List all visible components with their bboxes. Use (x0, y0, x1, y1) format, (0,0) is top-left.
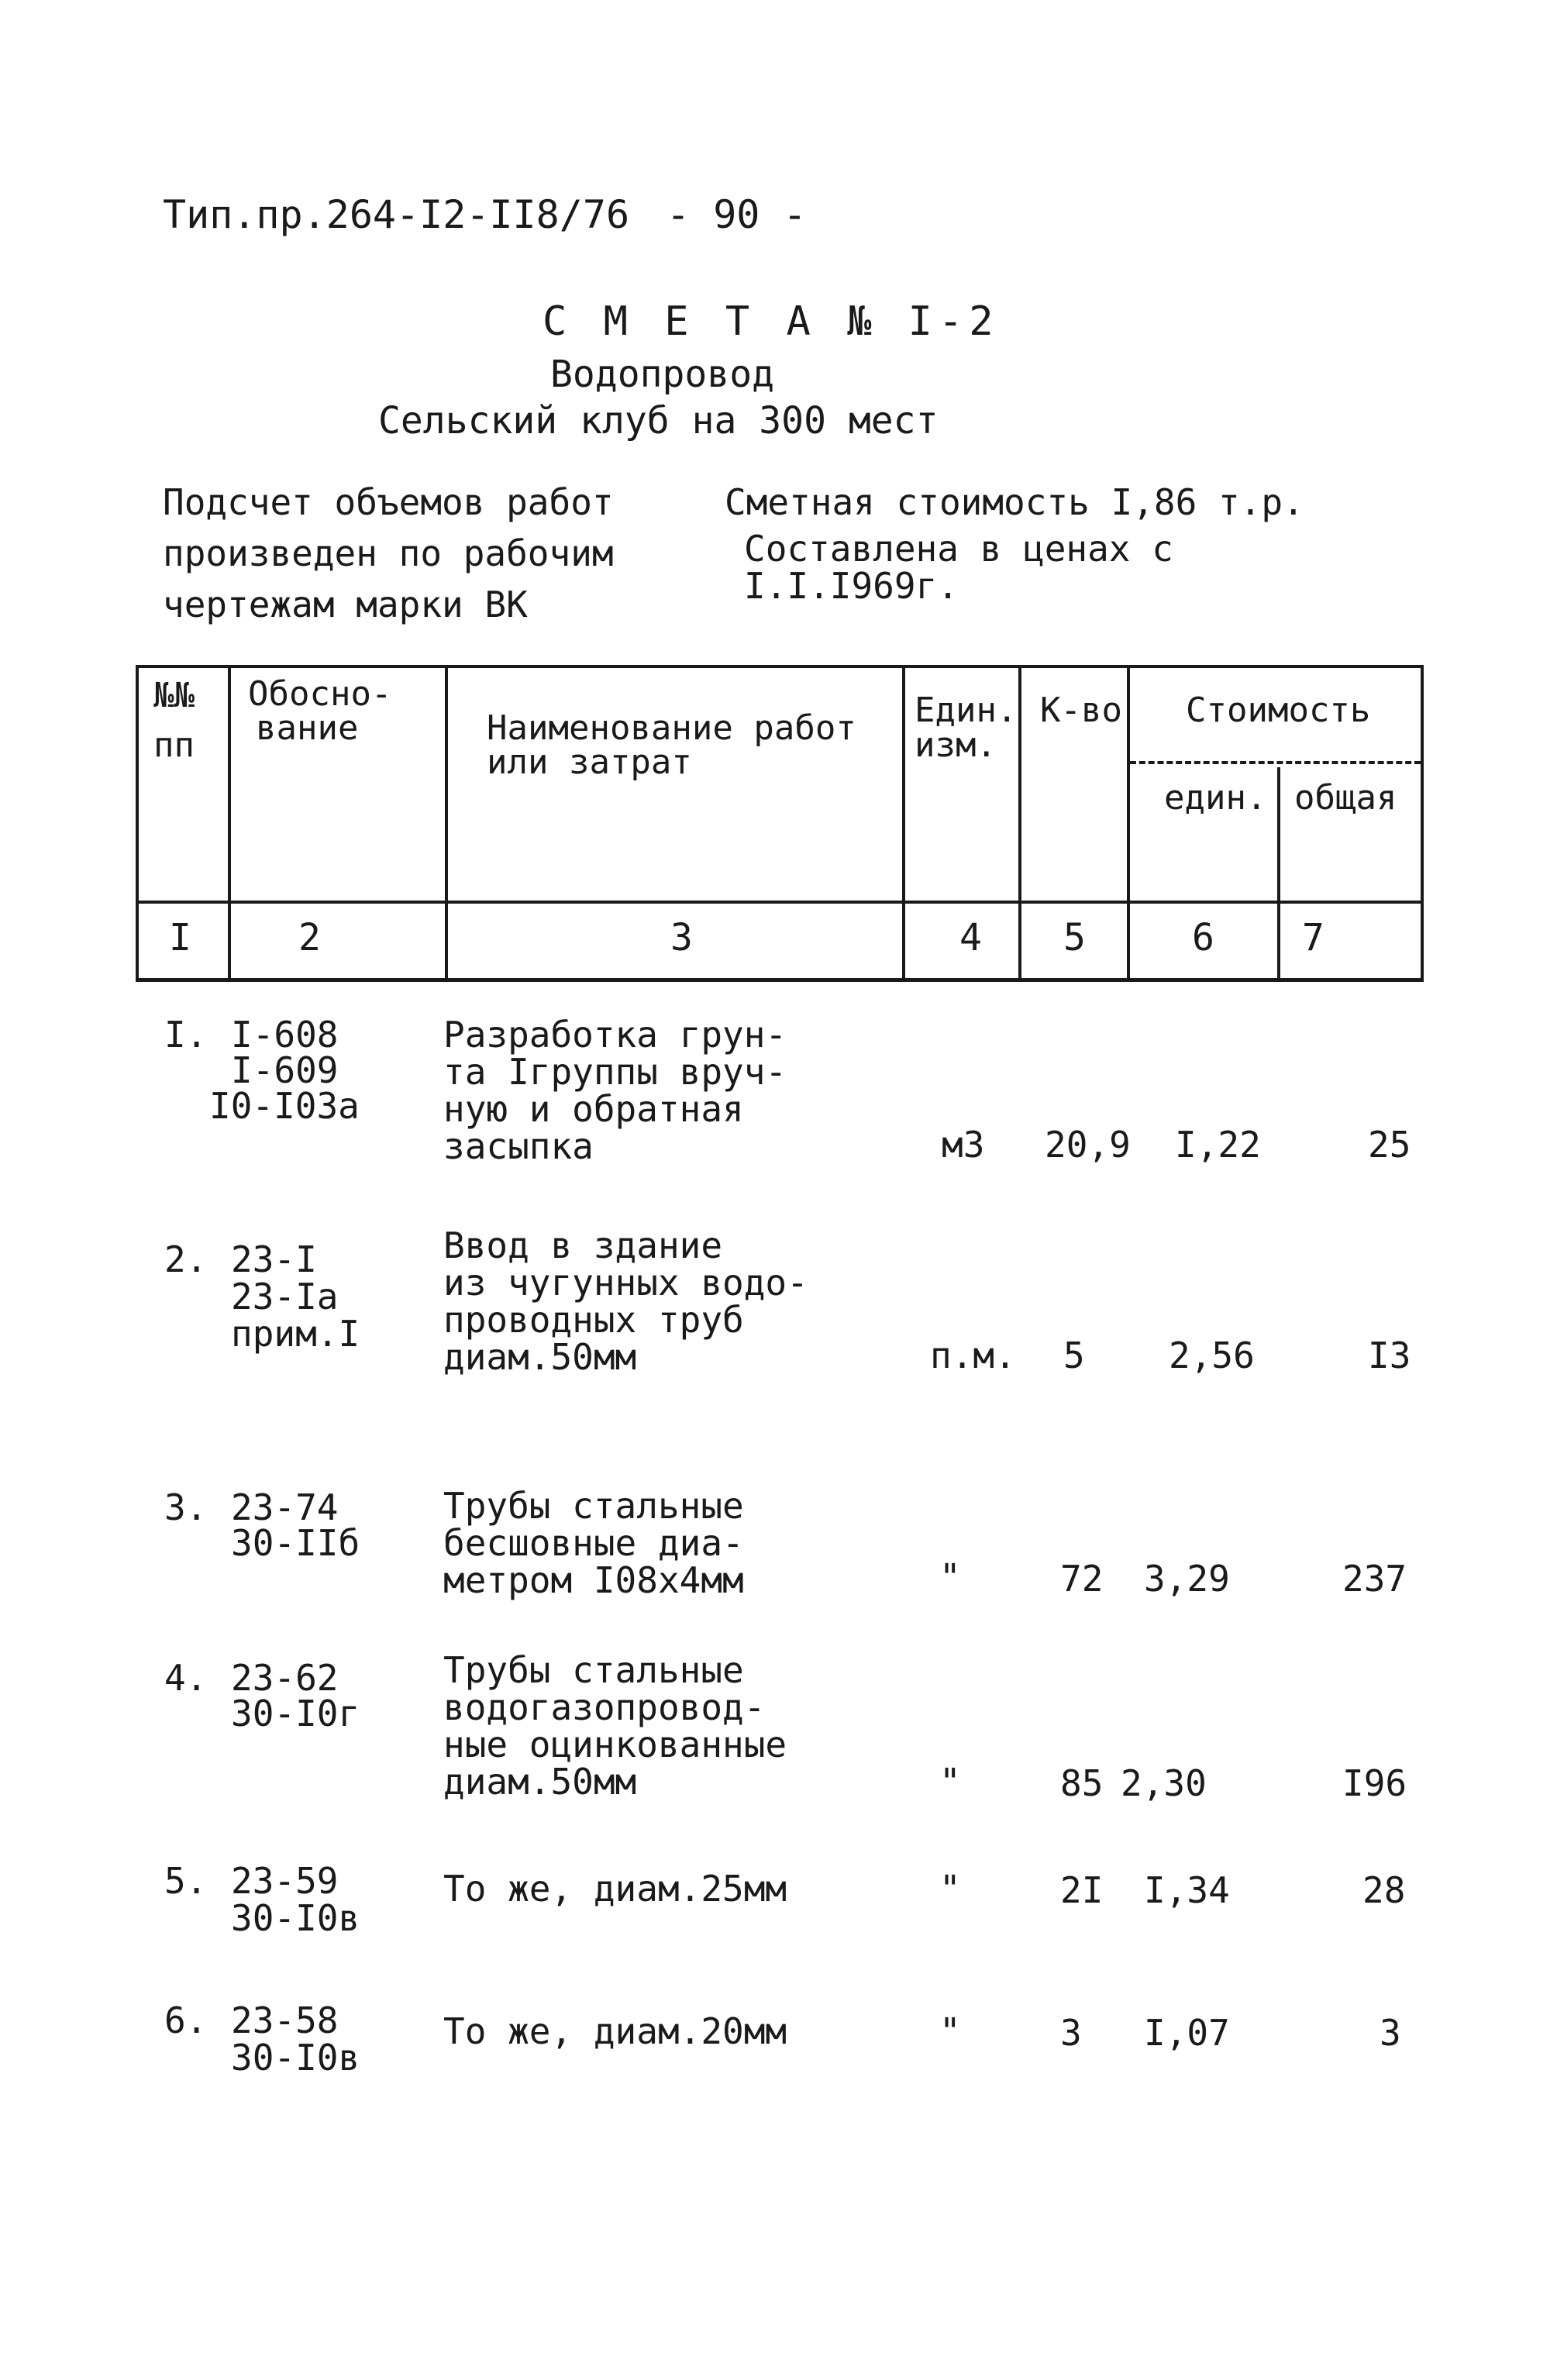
header-basis-line-2: вание (256, 708, 359, 748)
row-unit: м3 (942, 1124, 985, 1166)
row-name-2: водогазопровод- (443, 1686, 766, 1728)
row-basis-1: 23-I (231, 1238, 317, 1280)
column-number-1: I (169, 916, 191, 959)
row-number: I. (164, 1014, 208, 1056)
row-basis-2: I-609 (231, 1049, 339, 1091)
row-basis-3: I0-I03а (209, 1085, 360, 1127)
row-name-3: ные оцинкованные (443, 1724, 787, 1765)
row-name-4: диам.50мм (443, 1336, 637, 1378)
row-total-cost: 3 (1380, 2012, 1401, 2054)
header-num-line-1: №№ (153, 676, 195, 715)
left-note-line-1: Подсчет объемов работ (163, 481, 614, 523)
row-unit-price: 3,29 (1144, 1558, 1230, 1600)
header-cost: Стоимость (1186, 691, 1371, 730)
column-number-2: 2 (298, 916, 321, 959)
right-note-line-1: Сметная стоимость I,86 т.р. (725, 481, 1304, 523)
row-number: 5. (164, 1860, 208, 1902)
row-quantity: 2I (1060, 1869, 1104, 1911)
header-num-line-2: пп (153, 725, 195, 765)
row-name-4: диам.50мм (443, 1761, 637, 1803)
row-quantity: 85 (1060, 1762, 1104, 1804)
row-name-1: Разработка грун- (443, 1014, 787, 1056)
header-name-line-2: или затрат (487, 742, 692, 782)
row-unit: п.м. (930, 1335, 1016, 1376)
header-unit-line-2: изм. (915, 725, 997, 765)
row-name-3: проводных труб (443, 1299, 744, 1341)
document-title: С М Е Т А № I-2 (543, 298, 1000, 345)
header-quantity: К-во (1040, 691, 1122, 730)
row-name-4: засыпка (443, 1125, 594, 1167)
column-number-7: 7 (1302, 916, 1324, 959)
row-basis-1: 23-58 (231, 1999, 339, 2041)
row-unit-price: 2,30 (1121, 1762, 1207, 1804)
row-total-cost: I96 (1342, 1762, 1407, 1804)
row-basis-1: 23-59 (231, 1860, 339, 1902)
row-basis-2: 30-IIб (231, 1522, 360, 1564)
row-total-cost: 25 (1368, 1124, 1411, 1166)
row-unit: " (939, 2010, 961, 2052)
row-name-2: из чугунных водо- (443, 1262, 808, 1304)
row-unit-price: 2,56 (1169, 1335, 1255, 1376)
row-total-cost: I3 (1368, 1335, 1411, 1376)
row-unit-price: I,07 (1144, 2012, 1230, 2054)
row-number: 2. (164, 1238, 208, 1280)
header-name-line-1: Наименование работ (487, 708, 856, 748)
header-cost-unit: един. (1164, 778, 1267, 818)
row-unit: " (939, 1556, 961, 1598)
header-unit-line-1: Един. (915, 691, 1018, 730)
row-basis-3: прим.I (231, 1313, 360, 1355)
row-unit: " (939, 1868, 961, 1910)
page-number: - 90 - (667, 192, 807, 237)
left-note-line-3: чертежам марки ВК (163, 584, 528, 625)
row-quantity: 72 (1060, 1558, 1104, 1600)
column-number-5: 5 (1063, 916, 1086, 959)
row-basis-2: 30-I0в (231, 2037, 360, 2079)
row-number: 6. (164, 1999, 208, 2041)
row-unit-price: I,22 (1175, 1124, 1261, 1166)
row-unit: " (939, 1761, 961, 1803)
column-number-3: 3 (670, 916, 693, 959)
row-name-1: Трубы стальные (443, 1649, 744, 1691)
row-name-1: То же, диам.20мм (443, 2010, 787, 2052)
row-number: 4. (164, 1657, 208, 1699)
row-name-2: бесшовные диа- (443, 1522, 744, 1564)
row-name-1: То же, диам.25мм (443, 1868, 787, 1910)
row-name-3: ную и обратная (443, 1088, 744, 1130)
column-number-4: 4 (959, 916, 982, 959)
row-quantity: 3 (1060, 2012, 1082, 2054)
row-quantity: 5 (1063, 1335, 1085, 1376)
row-name-3: метром I08х4мм (443, 1559, 744, 1601)
left-note-line-2: произведен по рабочим (163, 532, 614, 574)
header-basis-line-1: Обосно- (248, 674, 392, 714)
row-name-1: Ввод в здание (443, 1224, 723, 1266)
column-number-6: 6 (1192, 916, 1214, 959)
row-basis-2: 23-Iа (231, 1276, 339, 1317)
right-note-line-3: I.I.I969г. (744, 565, 959, 607)
row-basis-1: 23-74 (231, 1486, 339, 1528)
right-note-line-2: Составлена в ценах с (744, 528, 1173, 570)
document-subtitle-system: Водопровод (550, 353, 774, 396)
row-name-2: та Iгруппы вруч- (443, 1051, 787, 1093)
row-total-cost: 28 (1362, 1869, 1406, 1911)
row-basis-1: I-608 (231, 1014, 339, 1056)
document-subtitle-object: Сельский клуб на 300 мест (378, 399, 939, 443)
row-basis-2: 30-I0г (231, 1693, 360, 1734)
row-name-1: Трубы стальные (443, 1485, 744, 1527)
row-number: 3. (164, 1486, 208, 1528)
row-total-cost: 237 (1342, 1558, 1407, 1600)
row-basis-2: 30-I0в (231, 1897, 360, 1939)
row-basis-1: 23-62 (231, 1657, 339, 1699)
row-unit-price: I,34 (1144, 1869, 1230, 1911)
header-cost-total: общая (1294, 778, 1397, 818)
row-quantity: 20,9 (1045, 1124, 1131, 1166)
document-reference: Тип.пр.264-I2-II8/76 (163, 192, 630, 237)
